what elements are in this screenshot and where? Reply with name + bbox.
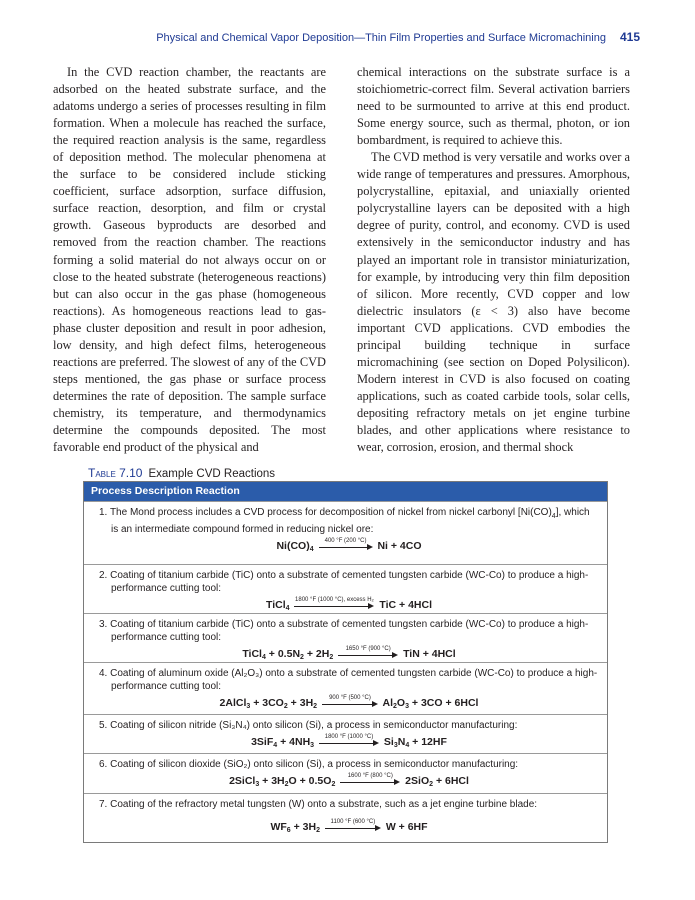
left-column <box>53 64 326 456</box>
table-row <box>84 753 607 793</box>
reaction-conditions: 1650 °F (900 °C) <box>345 646 391 653</box>
row-description <box>99 618 599 644</box>
row-desc-text: Coating of titanium carbide (TiC) onto a substrate of cemented tungsten carbide (WC-Co) to produce a high-performance cutting tool: <box>110 619 589 643</box>
row-desc-text: Coating of titanium carbide (TiC) onto a substrate of cemented tungsten carbide (WC-Co) to produce a high-performance cutting tool: <box>110 570 589 594</box>
table-row <box>84 564 607 613</box>
row-description <box>99 667 599 693</box>
table-title: Example CVD Reactions <box>148 468 276 480</box>
reaction-equation: $Ni(CO)_4$ 400 °F (200 °C) Ni + 4CO <box>276 538 422 553</box>
running-title: Physical and Chemical Vapor Deposition—Thin Film Properties and Surface Micromachining <box>156 32 606 44</box>
reaction-arrow <box>338 648 398 660</box>
reaction-conditions: 400 °F (200 °C) <box>324 538 367 545</box>
row-number: 5. <box>99 720 108 731</box>
row-desc-text: The Mond process includes a CVD process for decomposition of nickel from nickel carbonyl [Ni(CO) <box>109 507 552 518</box>
reaction-equation: TiCl$_4$ + $0.5N_2 + 2H_2$ 1650 °F (900 °C) TiN + 4HCl <box>242 646 456 661</box>
row-number: 1. <box>99 507 108 518</box>
row-desc-text: Coating of the refractory metal tungsten (W) onto a substrate, such as a jet engine turbine blade: <box>110 799 538 810</box>
reaction-equation: 2SiCl$_3$ + $3H_2O + 0.5O_2$ 1600 °F (800 °C) 2SiO$_2$ + 6HCl <box>229 773 469 788</box>
row-number: 7. <box>99 799 108 810</box>
row-number: 3. <box>99 619 108 630</box>
row-description <box>99 758 599 771</box>
table-row <box>84 501 607 564</box>
row-description <box>99 798 599 811</box>
table-row <box>84 662 607 714</box>
row-number: 6. <box>99 759 108 770</box>
reaction-conditions: 1100 °F (600 °C) <box>330 819 376 826</box>
reaction-arrow <box>319 736 379 748</box>
reaction-arrow <box>322 697 378 709</box>
page-number: 415 <box>619 30 640 44</box>
table-header: Process Description Reaction <box>84 482 607 501</box>
right-column <box>357 64 630 456</box>
row-desc-text: Coating of silicon nitride (Si₃N₄) onto silicon (Si), a process in semiconductor manufacturing: <box>110 720 518 731</box>
row-desc-text-end: ], which is an intermediate compound formed in reducing nickel ore: <box>111 507 590 535</box>
reaction-equation: $3SiF_4 + 4NH_3$ 1800 °F (1000 °C) $Si_3N_4 + 12HF$ <box>251 734 447 749</box>
row-desc-text: Coating of aluminum oxide (Al₂O₃) onto a substrate of cemented tungsten carbide (WC-Co) to produce a high-performance cutting tool: <box>110 668 598 692</box>
reaction-arrow <box>340 775 400 787</box>
reaction-conditions: 1800 °F (1000 °C), excess H₂ <box>295 597 374 604</box>
right-paragraph: The CVD method is very versatile and works over a wide range of temperatures and pressures. Amorphous, polycrystalline, epitaxial, and uniaxially oriented polycrystalline layers can be deposited with a high degree of purity, control, and economy. CVD is used extensively in the semiconductor industry and has played an important role in transistor miniaturization, for example, by introducing very thin film deposition of silicon. More recently, CVD copper and low dielectric insulators (ε < 3) also have become important CVD applications. CVD embodies the principal building technique in surface micromachining (see section on Doped Polysilicon). Modern interest in CVD is also focused on coating applications, such as coated carbide tools, solar cells, depositing refractory metals on jet engine turbine blades, and other applications where resistance to wear, corrosion, erosion, and thermal shock <box>357 150 630 455</box>
reaction-conditions: 1600 °F (800 °C) <box>347 773 393 780</box>
reaction-arrow <box>325 821 381 833</box>
left-paragraph: In the CVD reaction chamber, the reactants are adsorbed on the heated substrate surface, and the adatoms undergo a series of processes resulting in film formation. When a molecule has reached the surface, the required reaction analysis is the same, regardless of deposition method. The molecular phenomena at the surface to be considered include sticking coefficient, surface adsorption, surface diffusion, surface reaction, desorption, and film or crystal growth. Gaseous byproducts are desorbed and removed from the reaction chamber. The reactions forming a solid material do not always occur on or close to the heated substrate (heterogeneous reactions) but can also occur in the gas phase (homogeneous reactions). As homogeneous reactions lead to gas-phase cluster deposition and result in poor adhesion, low density, and high defect films, heterogeneous reactions are preferred. The slowest of any of the CVD steps mentioned, the gas phase or surface process determines the rate of deposition. The sample surface chemistry, its temperature, and thermodynamics determine the compounds deposited. The most favorable end product of the physical and <box>53 65 326 455</box>
table-row <box>84 613 607 662</box>
reaction-equation: 2AlCl$_3$ + $3CO_2 + 3H_2$ 900 °F (500 °C) $Al_2O_3 + 3CO + 6HCl$ <box>219 695 479 710</box>
table-row <box>84 714 607 753</box>
reaction-conditions: 900 °F (500 °C) <box>329 695 371 702</box>
row-number: 4. <box>99 668 108 679</box>
table-caption <box>88 466 275 480</box>
row-description <box>99 569 599 595</box>
row-description <box>99 506 599 536</box>
table-row <box>84 793 607 842</box>
table-label: Table 7.10 <box>88 466 143 480</box>
reaction-equation: $WF_6 + 3H_2$ 1100 °F (600 °C) W + 6HF <box>270 819 428 834</box>
running-head <box>0 30 640 44</box>
row-description <box>99 719 599 732</box>
reaction-conditions: 1800 °F (1000 °C) <box>324 734 374 741</box>
reaction-arrow <box>294 599 374 611</box>
reaction-equation: TiCl$_4$ 1800 °F (1000 °C), excess H₂ TiC + 4HCl <box>265 597 432 612</box>
cvd-reactions-table <box>83 481 608 843</box>
reaction-arrow <box>319 540 373 552</box>
right-continuation-paragraph: chemical interactions on the substrate surface is a stoichiometric-correct film. Several activation barriers need to be surmounted to arrive at this end product. Some energy source, such as thermal, photon, or ion bombardment, is required to achieve this. <box>357 65 630 148</box>
row-desc-text: Coating of silicon dioxide (SiO₂) onto silicon (Si), a process in semiconductor manufacturing: <box>110 759 519 770</box>
row-number: 2. <box>99 570 108 581</box>
row-desc-subscript: 4 <box>551 513 556 520</box>
